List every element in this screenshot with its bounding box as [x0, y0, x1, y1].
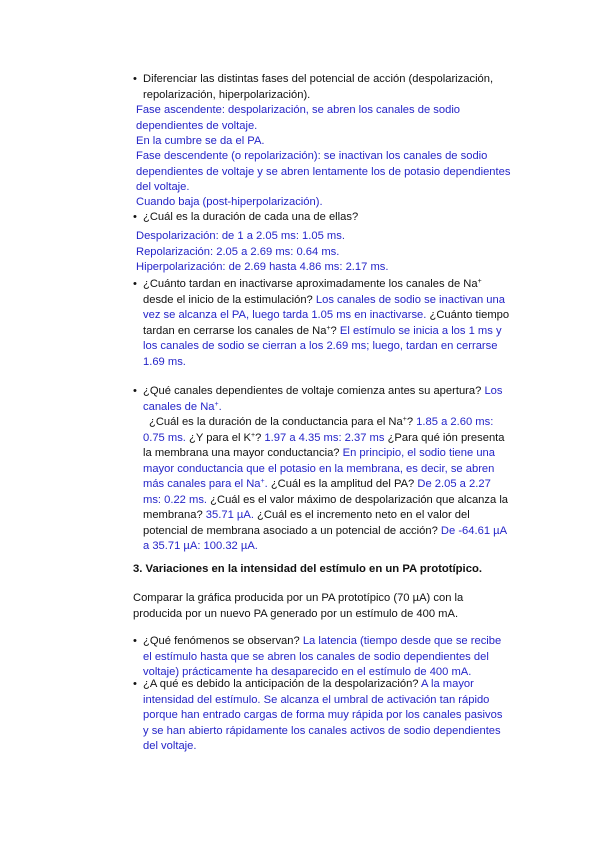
bullet-item-duracion [133, 210, 511, 226]
paragraph-inactivacion [143, 277, 511, 370]
answer-cuando-baja: Cuando baja (post-hiperpolarización). [136, 196, 323, 208]
superscript-plus: + [260, 478, 265, 485]
question-maximo: ¿Cuál es el valor máximo de despolarización que alcanza la membrana? [143, 493, 509, 521]
superscript-plus: + [477, 278, 482, 285]
answer-repolarizacion: Repolarización: 2.05 a 2.69 ms: 0.64 ms. [136, 246, 340, 258]
answer-conductancia-k: 1.97 a 4.35 ms: 2.37 ms [261, 431, 385, 444]
question-inactivacion: ¿Cuánto tardan en inactivarse aproximadamente los canales de Na [143, 278, 478, 290]
question-fenomenos: ¿Qué fenómenos se observan? [143, 635, 300, 647]
paragraph-fenomenos [143, 634, 511, 681]
bullet-icon: • [133, 678, 137, 690]
answer-cumbre: En la cumbre se da el PA. [136, 135, 265, 147]
answer-fenomenos: La latencia (tiempo desde que se recibe el estímulo hasta que se abren los canales de sodio dependientes del voltaje) prácticamente ha desaparecido en el estímulo de 400 mA. [143, 635, 502, 678]
question-conductancia-na-end: ? [406, 416, 414, 428]
answer-inactivacion: Los canales de sodio se inactivan una vez se alcanza el PA, luego tarda 1.05 ms en inactivarse. [143, 293, 505, 321]
superscript-plus: + [402, 416, 407, 423]
answer-conductancia-na: 1.85 a 2.60 ms: 0.75 ms. [143, 416, 494, 444]
paragraph-anticipacion [143, 677, 511, 755]
question-conductancia-na: ¿Cuál es la duración de la conductancia para el Na [149, 416, 403, 428]
bullet-item-apertura [133, 384, 511, 415]
question-fases: Diferenciar las distintas fases del potencial de acción (despolarización, repolarización, hiperpolarización). [143, 73, 494, 101]
question-apertura: ¿Qué canales dependientes de voltaje comienza antes su apertura? [143, 385, 482, 397]
question-cierre-end: ? [330, 324, 337, 337]
question-anticipacion: ¿A qué es debido la anticipación de la despolarización? [143, 678, 419, 690]
bullet-item-inactivacion [133, 277, 511, 370]
question-incremento: ¿Cuál es el incremento neto en el valor del potencial de membrana asociado a un potencial de acción? [143, 509, 470, 537]
question-amplitud: ¿Cuál es la amplitud del PA? [267, 478, 415, 490]
superscript-plus: + [214, 400, 219, 408]
question-cierre: ¿Cuánto tiempo tardan en cerrarse los canales de Na [143, 309, 510, 337]
bullet-icon: • [133, 278, 137, 290]
question-duracion: ¿Cuál es la duración de cada una de ellas? [143, 211, 359, 223]
answer-cierre: El estímulo se inicia a los 1 ms y los canales de sodio se cierran a los 2.69 ms; luego, tardan en cerrarse 1.69 ms. [143, 324, 502, 368]
bullet-item-anticipacion [133, 677, 511, 755]
answer-fase-ascendente: Fase ascendente: despolarización, se abren los canales de sodio dependientes de voltaje. [136, 104, 461, 132]
answer-amplitud: De 2.05 a 2.27 ms: 0.22 ms. [143, 478, 491, 506]
answer-ion: En principio, el sodio tiene una mayor conductancia que el potasio en la membrana, es decir, se abren más canales para el Na [143, 447, 495, 490]
answer-incremento: De -64.61 µA a 35.71 µA: 100.32 µA. [143, 524, 507, 552]
answer-ion-end: . [264, 478, 268, 490]
answer-apertura-end: . [218, 400, 222, 413]
paragraph-conductancia-text [143, 415, 511, 555]
bullet-item-fenomenos [133, 634, 511, 681]
bullet-icon: • [133, 73, 137, 85]
paragraph-apertura [143, 384, 511, 415]
answer-anticipacion: A la mayor intensidad del estímulo. Se alcanza el umbral de activación tan rápido porque han entrado cargas de forma muy rápida por los canales pasivos y se han abierto rápidamente los canales activos de sodio dependientes del voltaje. [143, 678, 503, 752]
answer-apertura: Los canales de Na [143, 385, 503, 413]
answer-despolarizacion: Despolarización: de 1 a 2.05 ms: 1.05 ms. [136, 230, 345, 242]
question-conductancia-k: ¿Y para el K [185, 431, 251, 444]
intro-paragraph: Comparar la gráfica producida por un PA prototípico (70 µA) con la producida por un nuevo PA generado por un estímulo de 400 mA. [133, 592, 464, 620]
bullet-icon: • [133, 635, 137, 647]
bullet-icon: • [133, 211, 137, 223]
answer-hiperpolarizacion: Hiperpolarización: de 2.69 hasta 4.86 ms: 2.17 ms. [136, 261, 389, 273]
question-ion: ¿Para qué ión presenta la membrana una mayor conductancia? [143, 431, 505, 459]
question-conductancia-k-end: ? [255, 431, 262, 444]
bullet-icon: • [133, 385, 137, 397]
bullet-item-fases [133, 72, 511, 103]
superscript-plus: + [326, 324, 331, 332]
superscript-plus: + [251, 431, 256, 439]
answer-fase-descendente: Fase descendente (o repolarización): se inactivan los canales de sodio dependientes de voltaje y se abren lentamente los de potasio dependientes del voltaje. [136, 150, 511, 193]
answer-maximo: 35.71 µA. [202, 509, 254, 521]
question-inactivacion-end: desde el inicio de la estimulación? [143, 293, 313, 306]
paragraph-conductancia [133, 415, 511, 555]
section-title: 3. Variaciones en la intensidad del estímulo en un PA prototípico. [133, 563, 483, 575]
